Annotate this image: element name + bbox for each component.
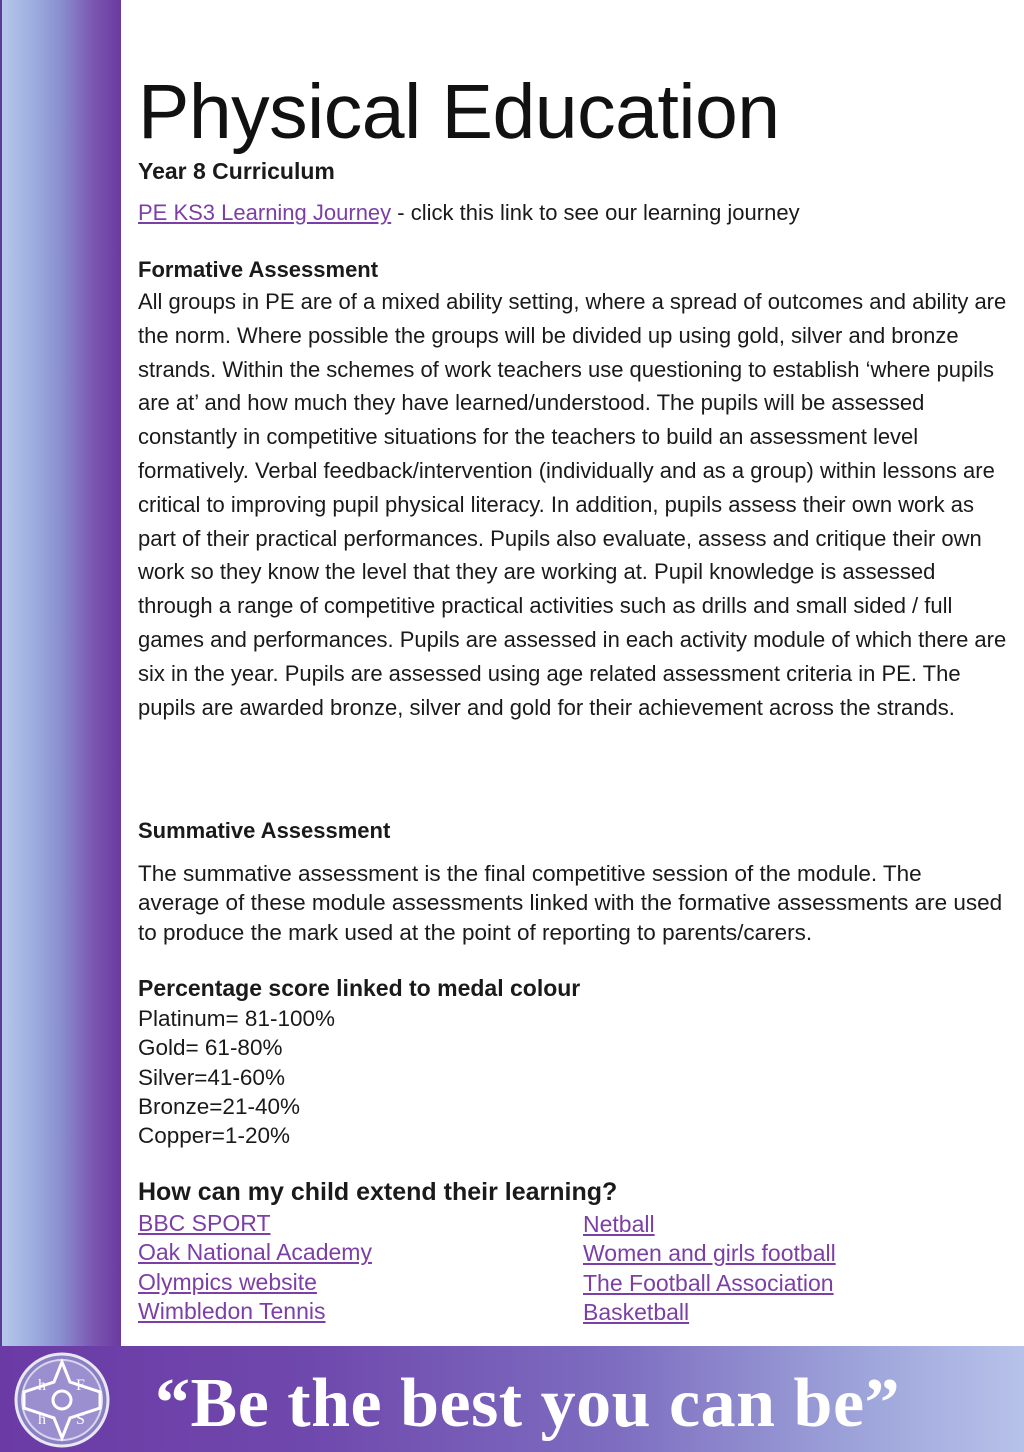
crest-letter: h <box>38 1377 46 1394</box>
school-crest-icon <box>14 1352 110 1448</box>
medal-score-item: Bronze=21-40% <box>138 1093 300 1119</box>
extend-links-left <box>138 1209 372 1327</box>
summative-body: The summative assessment is the final competitive session of the module. The average of these module assessments linked with the formative assessments are used to produce the mark used at the point of reporting to parents/carers. <box>138 861 1003 945</box>
medal-score-list <box>138 1004 335 1150</box>
medal-score-item: Gold= 61-80% <box>138 1035 283 1061</box>
medal-score-item: Platinum= 81-100% <box>138 1006 335 1031</box>
page-subtitle: Year 8 Curriculum <box>138 158 335 184</box>
medal-score-item: Silver=41-60% <box>138 1064 285 1090</box>
left-decorative-bar <box>0 0 121 1346</box>
link-women-girls-football[interactable]: Women and girls football <box>583 1240 836 1267</box>
page-title: Physical Education <box>138 69 780 155</box>
left-bar-edge <box>0 0 2 1346</box>
link-netball[interactable]: Netball <box>583 1211 655 1237</box>
learning-journey-hint: - click this link to see our learning journey <box>391 200 800 225</box>
extend-links-right <box>583 1210 836 1328</box>
link-oak-national-academy[interactable]: Oak National Academy <box>138 1239 372 1266</box>
formative-heading: Formative Assessment <box>138 257 379 282</box>
extend-learning-heading: How can my child extend their learning? <box>138 1178 618 1206</box>
formative-body: All groups in PE are of a mixed ability setting, where a spread of outcomes and ability are the norm. Where possible the groups will be divided up using gold, silver and bronze strands. Within the schemes of work teachers use questioning to establish ‘where pupils are at’ and how much they have learned/understood. The pupils will be assessed constantly in competitive situations for the teachers to build an assessment level formatively. Verbal feedback/intervention (individually and as a group) within lessons are critical to improving pupil physical literacy. In addition, pupils assess their own work as part of their practical performances. Pupils also evaluate, assess and critique their own work so they know the level that they are working at. Pupil knowledge is assessed through a range of competitive practical activities such as drills and small sided / full games and performances. Pupils are assessed in each activity module of which there are six in the year. Pupils are assessed using age related assessment criteria in PE. The pupils are awarded bronze, silver and gold for their achievement across the strands. <box>138 289 1007 720</box>
crest-letter: h <box>38 1411 46 1428</box>
link-wimbledon-tennis[interactable]: Wimbledon Tennis <box>138 1298 326 1325</box>
school-motto: “Be the best you can be” <box>155 1365 901 1442</box>
learning-journey-line <box>138 200 800 226</box>
summative-heading: Summative Assessment <box>138 818 391 843</box>
link-football-association[interactable]: The Football Association <box>583 1269 834 1296</box>
link-bbc-sport[interactable]: BBC SPORT <box>138 1210 271 1236</box>
link-olympics-website[interactable]: Olympics website <box>138 1268 317 1295</box>
medal-score-heading: Percentage score linked to medal colour <box>138 975 581 1001</box>
link-basketball[interactable]: Basketball <box>583 1299 690 1326</box>
learning-journey-link[interactable]: PE KS3 Learning Journey <box>138 200 392 225</box>
medal-score-item: Copper=1-20% <box>138 1123 290 1149</box>
crest-letter: S <box>76 1411 85 1428</box>
crest-letter: F <box>76 1377 85 1394</box>
